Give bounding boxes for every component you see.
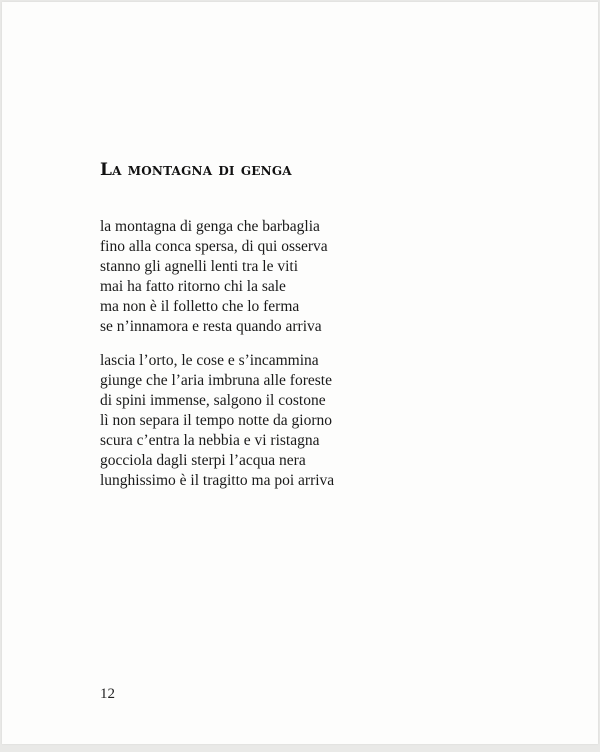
- stanza-1: [100, 217, 328, 337]
- poem-line: se n’innamora e resta quando arriva: [100, 318, 322, 335]
- poem-line: mai ha fatto ritorno chi la sale: [100, 278, 286, 295]
- page-number: 12: [100, 686, 115, 702]
- poem-title: La montagna di genga: [100, 160, 292, 180]
- poem-line: lì non separa il tempo notte da giorno: [100, 412, 333, 429]
- poem-line: stanno gli agnelli lenti tra le viti: [100, 258, 299, 275]
- book-page: [2, 2, 598, 744]
- poem-line: giunge che l’aria imbruna alle foreste: [100, 372, 332, 389]
- stanza-2: [100, 351, 334, 491]
- poem-line: lascia l’orto, le cose e s’incammina: [100, 352, 319, 369]
- poem-line: di spini immense, salgono il costone: [100, 392, 326, 409]
- poem-line: ma non è il folletto che lo ferma: [100, 298, 300, 315]
- poem-line: scura c’entra la nebbia e vi ristagna: [100, 432, 320, 449]
- poem-line: fino alla conca spersa, di qui osserva: [100, 238, 328, 255]
- poem-line: lunghissimo è il tragitto ma poi arriva: [100, 472, 335, 489]
- poem-line: la montagna di genga che barbaglia: [100, 218, 320, 235]
- poem-line: gocciola dagli sterpi l’acqua nera: [100, 452, 306, 469]
